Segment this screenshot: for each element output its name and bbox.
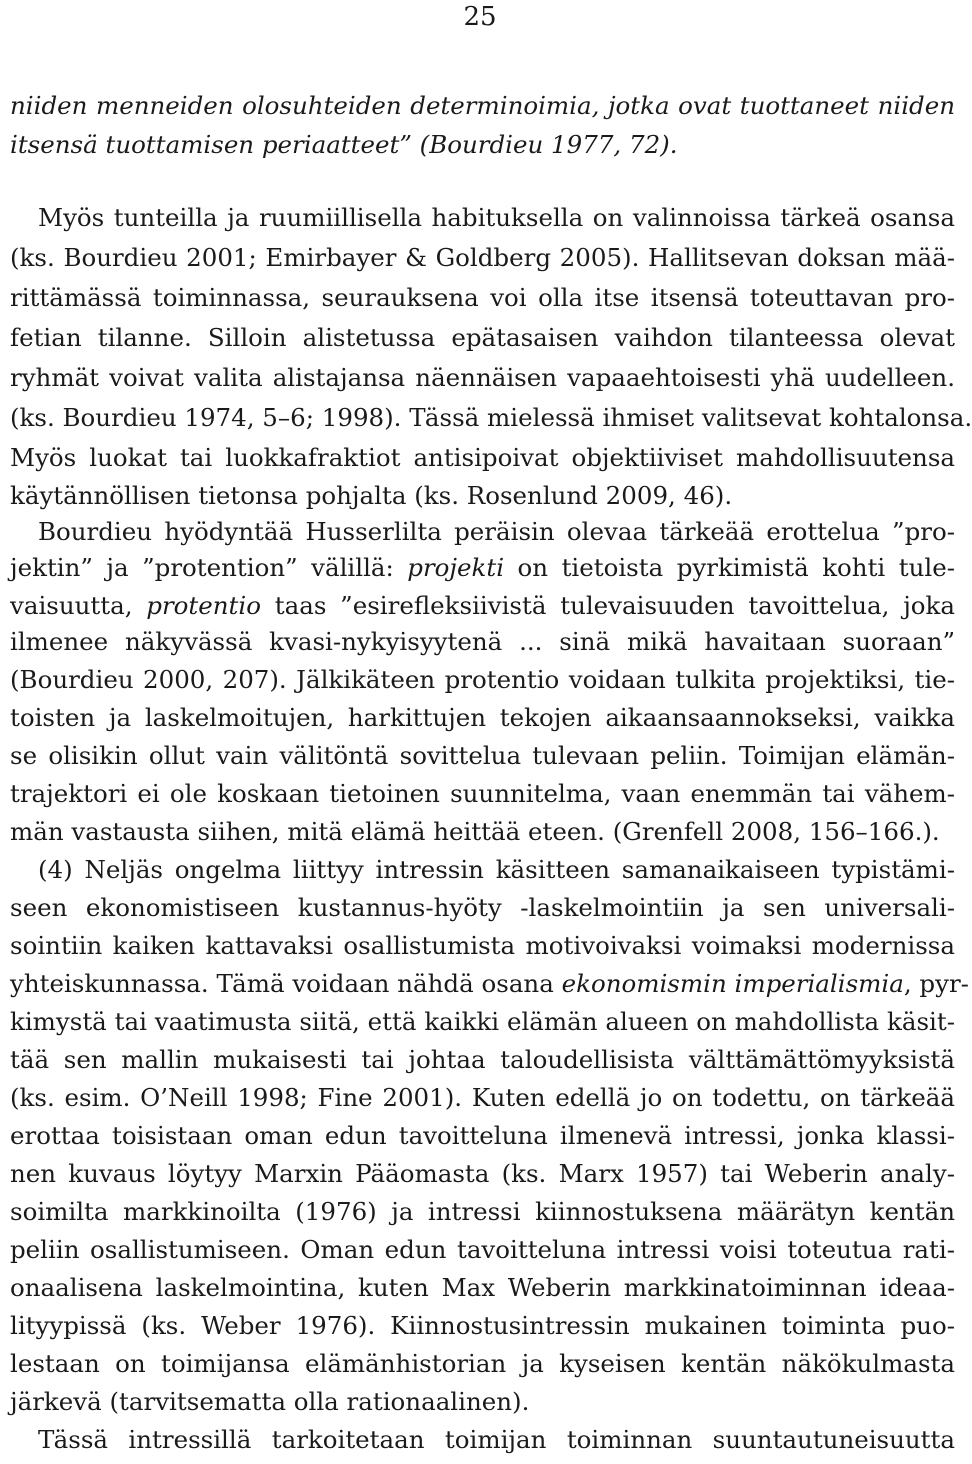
paragraph-line: erottaa toisistaan oman edun tavoitteluna ilmenevä intressi, jonka klassi- — [10, 1121, 955, 1150]
paragraph-line: (Bourdieu 2000, 207). Jälkikäteen protentio voidaan tulkita projektiksi, tie- — [10, 665, 955, 694]
paragraph-line: peliin osallistumiseen. Oman edun tavoitteluna intressi voisi toteutua rati- — [10, 1235, 955, 1264]
paragraph-line: män vastausta siihen, mitä elämä heittää eteen. (Grenfell 2008, 156–166.). — [10, 817, 940, 846]
text-run: taas ”esirefleksiivistä tulevaisuuden tavoittelua, joka — [260, 591, 955, 620]
paragraph-line: kimystä tai vaatimusta siitä, että kaikki elämän alueen on mahdollista käsit- — [10, 1007, 955, 1036]
text-run: on tietoista pyrkimistä kohti tule- — [504, 553, 955, 582]
paragraph-line: järkevä (tarvitsematta olla rationaalinen). — [10, 1387, 530, 1416]
paragraph-line: ryhmät voivat valita alistajansa näennäisen vapaaehtoisesti yhä uudelleen. — [10, 363, 955, 392]
paragraph-line: (ks. esim. O’Neill 1998; Fine 2001). Kuten edellä jo on todettu, on tärkeää — [10, 1083, 955, 1112]
paragraph-line — [10, 588, 955, 624]
italic-term: ekonomismin imperialismia — [561, 969, 904, 998]
quote-line: niiden menneiden olosuhteiden determinoimia, jotka ovat tuottaneet niiden — [10, 91, 955, 120]
page-number: 25 — [463, 2, 497, 32]
paragraph-line: käytännöllisen tietonsa pohjalta (ks. Rosenlund 2009, 46). — [10, 481, 733, 510]
paragraph-line: onaalisena laskelmointina, kuten Max Weberin markkinatoiminnan ideaa- — [10, 1273, 955, 1302]
quote-line: itsensä tuottamisen periaatteet” (Bourdieu 1977, 72). — [10, 130, 678, 159]
text-run: jektin” ja ”protention” välillä: — [10, 553, 408, 582]
paragraph-line: (ks. Bourdieu 1974, 5–6; 1998). Tässä mielessä ihmiset valitsevat kohtalonsa. — [10, 403, 972, 432]
text-run: , pyr- — [903, 969, 969, 998]
text-run: vaisuutta, — [10, 591, 147, 620]
italic-term: projekti — [407, 553, 505, 582]
paragraph-line: lestaan on toimijansa elämänhistorian ja kyseisen kentän näkökulmasta — [10, 1349, 955, 1378]
italic-term: protentio — [146, 591, 261, 620]
paragraph-line: Myös tunteilla ja ruumiillisella habituksella on valinnoissa tärkeä osansa — [38, 203, 955, 232]
paragraph-line: trajektori ei ole koskaan tietoinen suunnitelma, vaan enemmän tai vähem- — [10, 779, 955, 808]
paragraph-line: Tässä intressillä tarkoitetaan toimijan toiminnan suuntautuneisuutta — [38, 1425, 955, 1454]
paragraph-line: toisten ja laskelmoitujen, harkittujen tekojen aikaansaannokseksi, vaikka — [10, 703, 955, 732]
paragraph-line: sointiin kaiken kattavaksi osallistumista motivoivaksi voimaksi modernissa — [10, 931, 955, 960]
text-run: yhteiskunnassa. Tämä voidaan nähdä osana — [10, 969, 562, 998]
paragraph-line: ilmenee näkyvässä kvasi-nykyisyytenä ... sinä mikä havaitaan suoraan” — [10, 627, 955, 656]
paragraph-line — [10, 966, 969, 1002]
paragraph-line: seen ekonomistiseen kustannus-hyöty -laskelmointiin ja sen universali- — [10, 893, 955, 922]
paragraph-line: (4) Neljäs ongelma liittyy intressin käsitteen samanaikaiseen typistämi- — [38, 855, 955, 884]
paragraph-line: lityypissä (ks. Weber 1976). Kiinnostusintressin mukainen toiminta puo- — [10, 1311, 955, 1340]
paragraph-line: (ks. Bourdieu 2001; Emirbayer & Goldberg 2005). Hallitsevan doksan mää- — [10, 243, 955, 272]
paragraph-line: soimilta markkinoilta (1976) ja intressi kiinnostuksena määrätyn kentän — [10, 1197, 955, 1226]
paragraph-line: Myös luokat tai luokkafraktiot antisipoivat objektiiviset mahdollisuutensa — [10, 443, 955, 472]
paragraph-line: tää sen mallin mukaisesti tai johtaa taloudellisista välttämättömyyksistä — [10, 1045, 955, 1074]
paragraph-line: nen kuvaus löytyy Marxin Pääomasta (ks. Marx 1957) tai Weberin analy- — [10, 1159, 955, 1188]
paragraph-line: Bourdieu hyödyntää Husserlilta peräisin olevaa tärkeää erottelua ”pro- — [38, 517, 955, 546]
paragraph-line: fetian tilanne. Silloin alistetussa epätasaisen vaihdon tilanteessa olevat — [10, 323, 955, 352]
paragraph-line: rittämässä toiminnassa, seurauksena voi olla itse itsensä toteuttavan pro- — [10, 283, 955, 312]
paragraph-line — [10, 550, 955, 586]
paragraph-line: se olisikin ollut vain välitöntä sovittelua tulevaan peliin. Toimijan elämän- — [10, 741, 955, 770]
